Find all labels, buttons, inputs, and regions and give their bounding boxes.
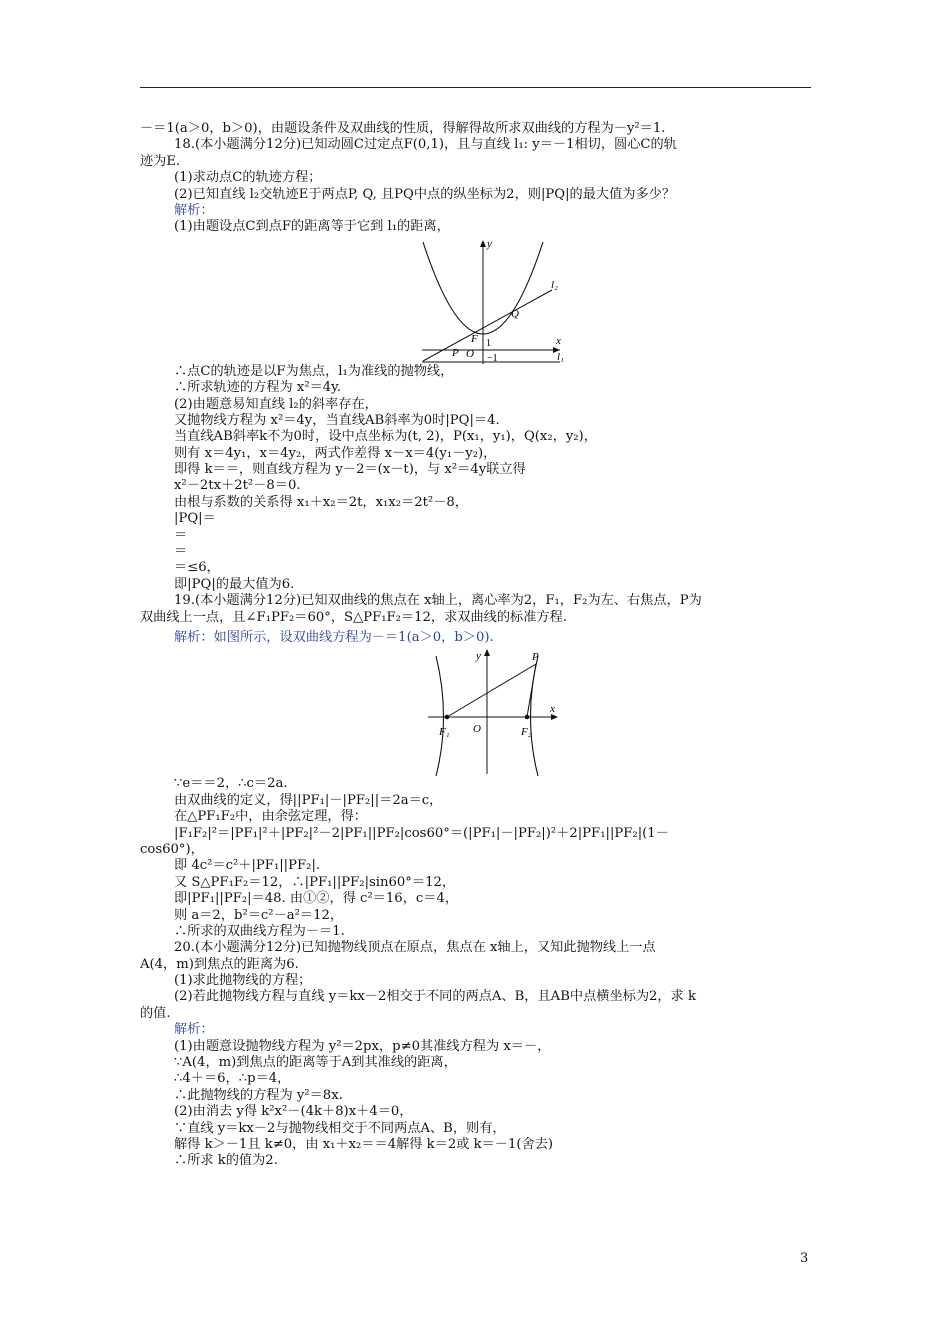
text-line: ∴所求轨迹的方程为 x²＝4y. [174, 380, 342, 396]
text-line: (1)求此抛物线的方程； [174, 973, 312, 989]
problem-20-line-2: A(4，m)到焦点的距离为6. [140, 956, 299, 972]
text-line: cos60°)， [140, 841, 204, 857]
label-F1: F₁ [439, 726, 450, 739]
text-line: ＝≤6， [174, 560, 220, 576]
text-line: ＝ [174, 544, 188, 560]
page-number: 3 [800, 1251, 809, 1266]
focus-F1 [445, 715, 450, 720]
problem-19-line-1: 19.(本小题满分12分)已知双曲线的焦点在 x轴上，离心率为2，F₁，F₂为左、右焦点，P为 [174, 593, 702, 609]
text-line: 又 S△PF₁F₂＝12，∴|PF₁||PF₂|sin60°＝12， [174, 874, 456, 890]
text-line: ∵A(4，m)到焦点的距离等于A到其准线的距离， [174, 1055, 457, 1071]
text-line: (2)由消去 y得 k²x²－(4k＋8)x＋4＝0， [174, 1104, 413, 1120]
text-line: ∴点C的轨迹是以F为焦点，l₁为准线的抛物线， [174, 363, 454, 379]
hyperbola-left-branch [436, 656, 444, 776]
label-Q: Q [511, 307, 519, 320]
text-line: ∴此抛物线的方程为 y²＝8x. [174, 1087, 343, 1103]
solution-heading: 解析： [174, 1022, 214, 1038]
page-body [140, 121, 811, 1170]
text-line: (2)已知直线 l₂交轨迹E于两点P, Q, 且PQ中点的纵坐标为2，则|PQ|的最大值为多少？ [174, 186, 676, 202]
header-rule [140, 87, 811, 88]
problem-19-line-2: 双曲线上一点，且∠F₁PF₂＝60°，S△PF₁F₂＝12，求双曲线的标准方程. [140, 609, 568, 625]
label-origin: O [466, 347, 474, 360]
hyperbola-figure [140, 646, 811, 776]
text-line: 即 4c²＝c²＋|PF₁||PF₂|. [174, 858, 321, 874]
text-line: ∴所求的双曲线方程为－＝1. [174, 923, 345, 939]
problem-18-line-1: 18.(本小题满分12分)已知动圆C过定点F(0,1)，且与直线 l₁: y＝－1相切，圆心C的轨 [174, 137, 677, 153]
text-line: 当直线AB斜率k不为0时，设中点坐标为(t, 2)，P(x₁，y₁)，Q(x₂，y₂)， [174, 429, 597, 445]
text-line: 则 a＝2，b²＝c²－a²＝12， [174, 907, 344, 923]
text-line: (2)若此抛物线方程与直线 y＝kx－2相交于不同的两点A、B，且AB中点横坐标为2，求 k [174, 989, 696, 1005]
label-P: P [532, 651, 539, 664]
segment-PF2 [527, 664, 536, 717]
segment-PF1 [447, 664, 536, 717]
text-line: (1)由题意设抛物线方程为 y²＝2px，p≠0其准线方程为 x＝－， [174, 1038, 551, 1054]
label-y: y [487, 237, 492, 250]
label-P: P [452, 346, 459, 359]
text-line: |PQ|＝ [174, 511, 216, 527]
text-line: ∵直线 y＝kx－2与抛物线相交于不同两点A、B，则有， [174, 1120, 506, 1136]
label-F: F [471, 332, 478, 345]
label-F2: F₂ [521, 726, 532, 739]
text-line: 解得 k＞－1且 k≠0，由 x₁＋x₂＝＝4解得 k＝2或 k＝－1(舍去) [174, 1136, 554, 1152]
text-line: (1)求动点C的轨迹方程； [174, 170, 322, 186]
y-axis-arrow [484, 649, 490, 656]
solution-heading: 解析： [174, 202, 214, 218]
hyperbola-diagram [140, 646, 811, 776]
label-neg-one: −1 [487, 352, 498, 364]
text-line: ＝ [174, 527, 188, 543]
text-line: (2)由题意易知直线 l₂的斜率存在， [174, 396, 378, 412]
focus-F2 [525, 715, 530, 720]
problem-20-line-1: 20.(本小题满分12分)已知抛物线顶点在原点，焦点在 x轴上，又知此抛物线上一点 [174, 940, 656, 956]
text-line: 即|PF₁||PF₂|＝48. 由①②，得 c²＝16，c＝4， [174, 891, 459, 907]
text-line: ∴所求 k的值为2. [174, 1153, 278, 1169]
text-line: －＝1(a＞0，b＞0)，由题设条件及双曲线的性质，得解得故所求双曲线的方程为－y²＝1. [140, 121, 666, 136]
label-l1: l₁ [557, 350, 564, 363]
label-y: y [476, 650, 481, 663]
label-one: 1 [486, 337, 491, 349]
text-line: ∴4＋＝6，∴p＝4， [174, 1071, 291, 1087]
label-x: x [550, 703, 555, 716]
text-line: 即|PQ|的最大值为6. [174, 576, 295, 592]
label-x: x [556, 334, 561, 347]
text-line: x²－2tx＋2t²－8＝0. [174, 478, 301, 494]
y-axis-arrow [480, 240, 486, 247]
text-line: 由双曲线的定义，得||PF₁|－|PF₂||＝2a＝c， [174, 792, 443, 808]
problem-18-line-2: 迹为E. [140, 153, 181, 169]
text-line: ∵e＝＝2，∴c＝2a. [174, 776, 288, 792]
text-line: 在△PF₁F₂中，由余弦定理，得： [174, 809, 367, 825]
text-line: |F₁F₂|²＝|PF₁|²＋|PF₂|²－2|PF₁||PF₂|cos60°＝(|PF₁|－|PF₂|)²＋2|PF₁||PF₂|(1－ [174, 825, 669, 841]
parabola-diagram [140, 236, 811, 364]
text-line: 的值. [140, 1005, 171, 1021]
text-line: 由根与系数的关系得 x₁＋x₂＝2t，x₁x₂＝2t²－8， [174, 494, 468, 510]
solution-line: 解析：如图所示，设双曲线方程为－＝1(a＞0，b＞0). [174, 629, 494, 645]
label-O: O [473, 723, 481, 736]
label-l2: l₂ [551, 278, 558, 291]
text-line: 即得 k＝＝，则直线方程为 y－2＝(x－t)，与 x²＝4y联立得 [174, 462, 526, 478]
text-line: 则有 x＝4y₁，x＝4y₂，两式作差得 x－x＝4(y₁－y₂)， [174, 445, 497, 461]
parabola-figure [140, 236, 811, 364]
text-line: 又抛物线方程为 x²＝4y，当直线AB斜率为0时|PQ|＝4. [174, 412, 500, 428]
text-line: (1)由题设点C到点F的距离等于它到 l₁的距离， [174, 219, 450, 235]
